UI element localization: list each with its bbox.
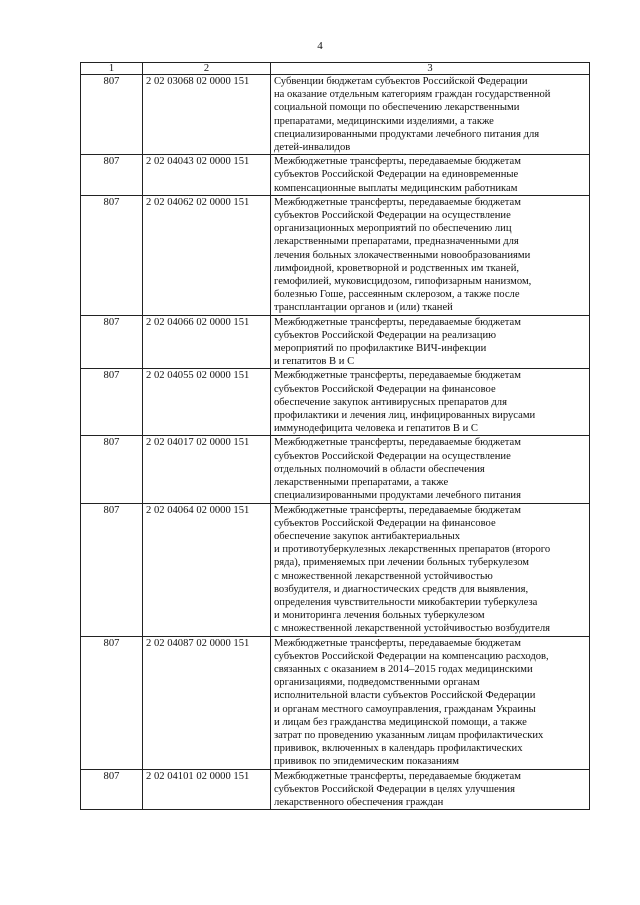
admin-code-cell: 807 <box>81 769 143 810</box>
table-row <box>81 195 590 315</box>
column-header-3: 3 <box>271 63 590 75</box>
description-text: Межбюджетные трансферты, передаваемые бюджетам субъектов Российской Федерации в целях улучшения лекарственного обеспечения граждан <box>274 770 521 808</box>
table-row <box>81 503 590 636</box>
admin-code-cell: 807 <box>81 636 143 769</box>
table-row <box>81 155 590 196</box>
description-text: Межбюджетные трансферты, передаваемые бюджетам субъектов Российской Федерации на осуществление отдельных полномочий в области обеспечения лекарственными препаратами, а также специализированными продуктами лечебного питания <box>274 437 521 502</box>
description-text: Межбюджетные трансферты, передаваемые бюджетам субъектов Российской Федерации на реализацию мероприятий по профилактике ВИЧ-инфекции и гепатитов В и С <box>274 316 521 368</box>
table-row <box>81 769 590 810</box>
description-cell <box>271 436 590 503</box>
description-cell <box>271 315 590 369</box>
description-text: Субвенции бюджетам субъектов Российской Федерации на оказание отдельным категориям граждан государственной социальной помощи по обеспечению лекарственными препаратами, медицинскими изделиями, а также специализированными продуктами лечебного питания для детей-инвалидов <box>274 76 551 154</box>
admin-code-cell: 807 <box>81 315 143 369</box>
admin-code-cell: 807 <box>81 503 143 636</box>
column-header-2: 2 <box>143 63 271 75</box>
description-cell <box>271 769 590 810</box>
table-row <box>81 315 590 369</box>
revenue-code-cell: 2 02 04087 02 0000 151 <box>143 636 271 769</box>
budget-codes-table <box>80 62 590 810</box>
description-cell <box>271 503 590 636</box>
revenue-code-cell: 2 02 03068 02 0000 151 <box>143 75 271 155</box>
revenue-code-cell: 2 02 04066 02 0000 151 <box>143 315 271 369</box>
table-row <box>81 636 590 769</box>
revenue-code-cell: 2 02 04062 02 0000 151 <box>143 195 271 315</box>
admin-code-cell: 807 <box>81 155 143 196</box>
page-number: 4 <box>317 40 323 52</box>
admin-code-cell: 807 <box>81 436 143 503</box>
table-row <box>81 436 590 503</box>
description-cell <box>271 195 590 315</box>
revenue-code-cell: 2 02 04017 02 0000 151 <box>143 436 271 503</box>
description-cell <box>271 155 590 196</box>
description-text: Межбюджетные трансферты, передаваемые бюджетам субъектов Российской Федерации на единовременные компенсационные выплаты медицинским работникам <box>274 156 521 194</box>
admin-code-cell: 807 <box>81 369 143 436</box>
table-row <box>81 369 590 436</box>
description-text: Межбюджетные трансферты, передаваемые бюджетам субъектов Российской Федерации на финансовое обеспечение закупок антибактериальных и противотуберкулезных лекарственных препаратов (второго ряда), применяемых при лечении больных туберкулезом с множественной лекарственной устойчивостью возбудителя, и диагностических средств для выявления, определения чувствительности микобактерии туберкулеза и мониторинга лечения больных туберкулезом с множественной лекарственной устойчивостью возбудителя <box>274 504 551 635</box>
description-cell <box>271 636 590 769</box>
description-text: Межбюджетные трансферты, передаваемые бюджетам субъектов Российской Федерации на осуществление организационных мероприятий по обеспечению лиц лекарственными препаратами, предназначенными для лечения больных злокачественными новообразованиями лимфоидной, кроветворной и родственных им тканей, гемофилией, муковисцидозом, гипофизарным нанизмом, болезнью Гоше, рассеянным склерозом, а также после трансплантации органов и (или) тканей <box>274 196 532 314</box>
description-cell <box>271 75 590 155</box>
description-text: Межбюджетные трансферты, передаваемые бюджетам субъектов Российской Федерации на компенсацию расходов, связанных с оказанием в 2014–2015 годах медицинскими организациями, подведомственными органам исполнительной власти субъектов Российской Федерации и органам местного самоуправления, гражданам Украины и лицам без гражданства медицинской помощи, а также затрат по проведению указанным лицам профилактических прививок, включенных в календарь профилактических прививок по эпидемическим показаниям <box>274 637 549 768</box>
revenue-code-cell: 2 02 04064 02 0000 151 <box>143 503 271 636</box>
table-header-row <box>81 63 590 75</box>
admin-code-cell: 807 <box>81 75 143 155</box>
description-cell <box>271 369 590 436</box>
revenue-code-cell: 2 02 04043 02 0000 151 <box>143 155 271 196</box>
revenue-code-cell: 2 02 04101 02 0000 151 <box>143 769 271 810</box>
admin-code-cell: 807 <box>81 195 143 315</box>
column-header-1: 1 <box>81 63 143 75</box>
revenue-code-cell: 2 02 04055 02 0000 151 <box>143 369 271 436</box>
description-text: Межбюджетные трансферты, передаваемые бюджетам субъектов Российской Федерации на финансовое обеспечение закупок антивирусных препаратов для профилактики и лечения лиц, инфицированных вирусами иммунодефицита человека и гепатитов В и С <box>274 370 536 435</box>
table-row <box>81 75 590 155</box>
